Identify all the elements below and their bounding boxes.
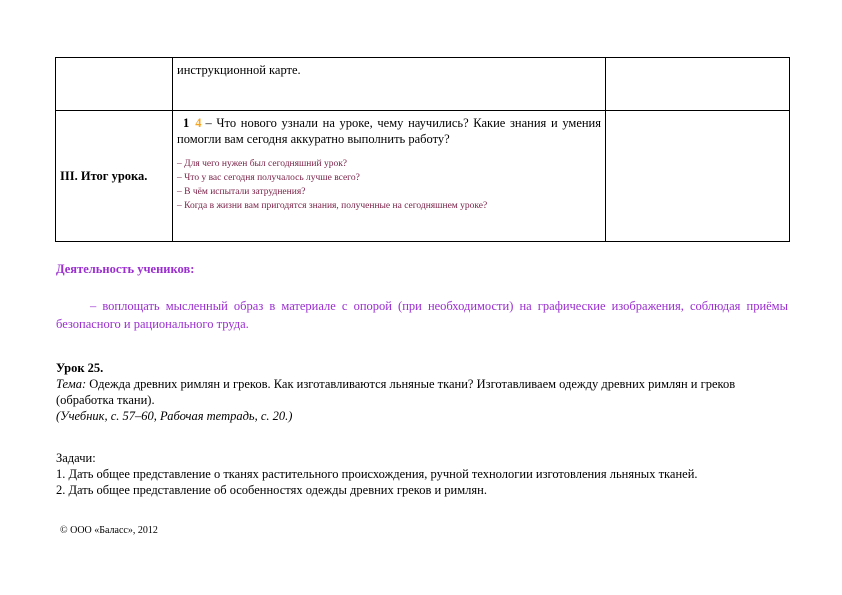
activity-text: – воплощать мысленный образ в материале с опорой (при необходимости) на графические изображения, соблюдая приёмы безопасного и рационального труда.	[56, 299, 788, 331]
activity-heading: Деятельность учеников:	[56, 262, 195, 276]
cell-text: инструкционной карте.	[177, 63, 301, 77]
copyright: © ООО «Баласс», 2012	[60, 525, 158, 536]
lesson-refs: (Учебник, с. 57–60, Рабочая тетрадь, с. 20.)	[56, 409, 293, 423]
list-item: – Когда в жизни вам пригодятся знания, полученные на сегодняшнем уроке?	[177, 201, 488, 211]
table-cell-stage	[56, 111, 173, 242]
summary-question: – Что нового узнали на уроке, чему научились? Какие знания и умения помогли вам сегодня аккуратно выполнить работу?	[177, 116, 601, 146]
lesson-topic	[56, 376, 791, 408]
badge-4: 4	[195, 116, 202, 130]
tasks-section	[56, 450, 791, 498]
topic-text: Одежда древних римлян и греков. Как изготавливаются льняные ткани? Изготавливаем одежду древних римлян и греков (обработка ткани).	[56, 377, 736, 407]
lesson-title: Урок 25.	[56, 361, 104, 375]
table-cell-notes	[606, 58, 790, 111]
stage-title: III. Итог урока.	[60, 169, 148, 183]
table-cell-content	[173, 111, 606, 242]
table-row	[56, 58, 790, 111]
table-cell-stage	[56, 58, 173, 111]
list-item: 1. Дать общее представление о тканях растительного происхождения, ручной технологии изготовления льняных тканей.	[56, 467, 698, 481]
sub-questions-list	[177, 157, 601, 213]
topic-label: Тема:	[56, 377, 87, 391]
lesson-info	[56, 360, 791, 424]
list-item: – В чём испытали затруднения?	[177, 187, 306, 197]
tasks-heading: Задачи:	[56, 451, 96, 465]
cell-text	[173, 111, 605, 213]
badge-1: 1	[183, 116, 190, 130]
list-item: 2. Дать общее представление об особенностях одежды древних греков и римлян.	[56, 483, 487, 497]
list-item: – Для чего нужен был сегодняшний урок?	[177, 159, 348, 169]
table-row	[56, 111, 790, 242]
lesson-plan-table	[55, 57, 790, 242]
table-cell-content	[173, 58, 606, 111]
table-cell-notes	[606, 111, 790, 242]
list-item: – Что у вас сегодня получалось лучше всего?	[177, 173, 360, 183]
